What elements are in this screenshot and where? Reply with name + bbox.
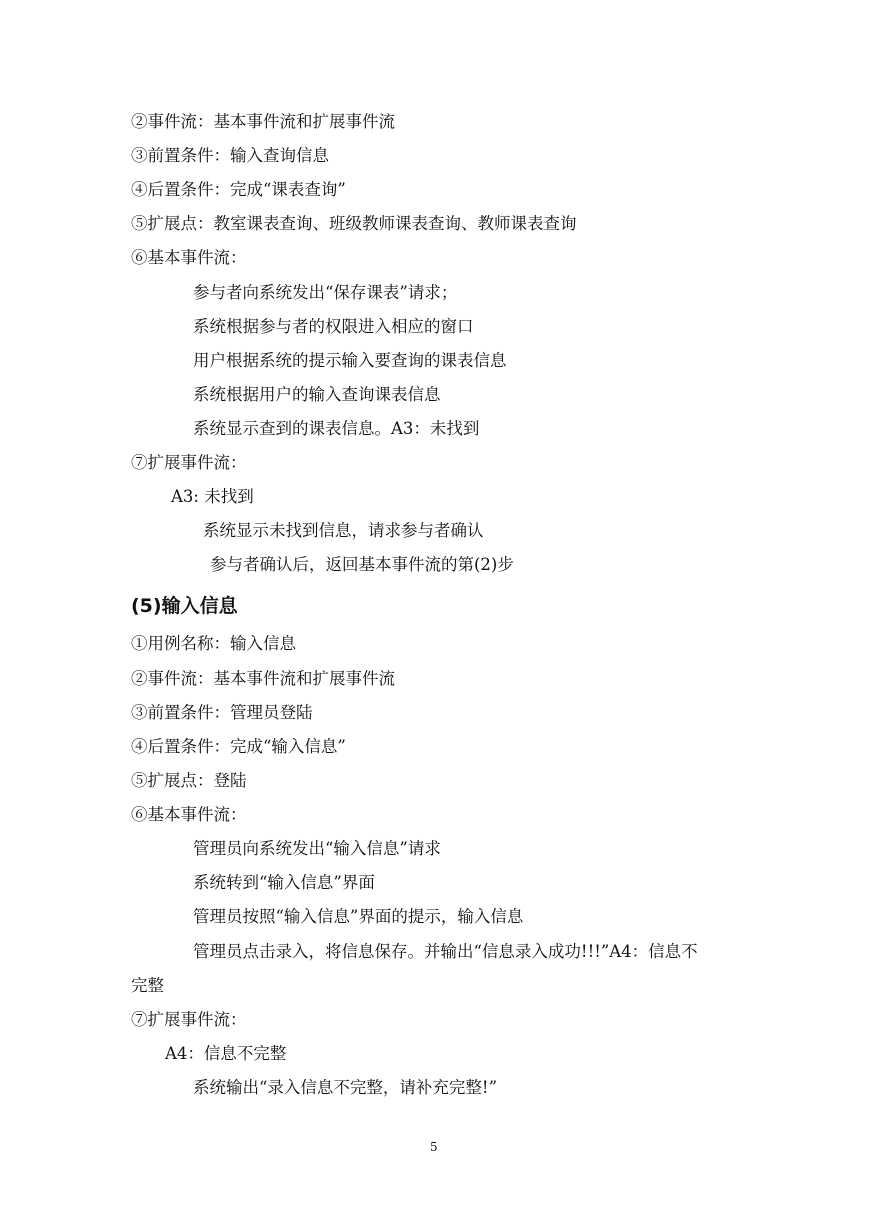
text-line: 系统转到“输入信息”界面 [193, 873, 375, 892]
text-line: ③前置条件：输入查询信息 [131, 146, 329, 165]
text-line: ⑤扩展点：登陆 [131, 771, 247, 790]
text-line: A3: 未找到 [171, 487, 254, 506]
text-line: 完整 [131, 976, 164, 995]
text-line: 管理员按照“输入信息”界面的提示，输入信息 [193, 907, 524, 926]
text-line: 管理员点击录入，将信息保存。并输出“信息录入成功!!!”A4：信息不 [193, 942, 698, 961]
text-line: 系统显示未找到信息，请求参与者确认 [203, 521, 484, 540]
text-line: A4：信息不完整 [165, 1044, 287, 1063]
text-line: 系统根据参与者的权限进入相应的窗口 [193, 317, 474, 336]
text-line: ④后置条件：完成“课表查询” [131, 180, 346, 199]
text-line: 系统根据用户的输入查询课表信息 [193, 385, 441, 404]
page-number: 5 [430, 1140, 438, 1154]
text-line: 用户根据系统的提示输入要查询的课表信息 [193, 351, 507, 370]
text-line: 参与者向系统发出“保存课表”请求； [193, 283, 458, 302]
text-line: ①用例名称：输入信息 [131, 634, 296, 653]
text-line: ②事件流：基本事件流和扩展事件流 [131, 112, 395, 131]
text-line: 系统输出“录入信息不完整，请补充完整!” [193, 1078, 498, 1097]
text-line: 管理员向系统发出“输入信息”请求 [193, 839, 441, 858]
text-line: ④后置条件：完成“输入信息” [131, 737, 346, 756]
text-line: 参与者确认后，返回基本事件流的第(2)步 [210, 555, 514, 574]
text-line: ②事件流：基本事件流和扩展事件流 [131, 669, 395, 688]
text-line: ⑦扩展事件流： [131, 453, 247, 472]
text-line: ③前置条件：管理员登陆 [131, 703, 313, 722]
section-heading: (5)输入信息 [131, 595, 238, 617]
text-line: 系统显示查到的课表信息。A3：未找到 [193, 419, 480, 438]
text-line: ⑦扩展事件流： [131, 1010, 247, 1029]
text-line: ⑤扩展点：教室课表查询、班级教师课表查询、教师课表查询 [131, 214, 577, 233]
text-line: ⑥基本事件流： [131, 805, 247, 824]
text-line: ⑥基本事件流： [131, 248, 247, 267]
